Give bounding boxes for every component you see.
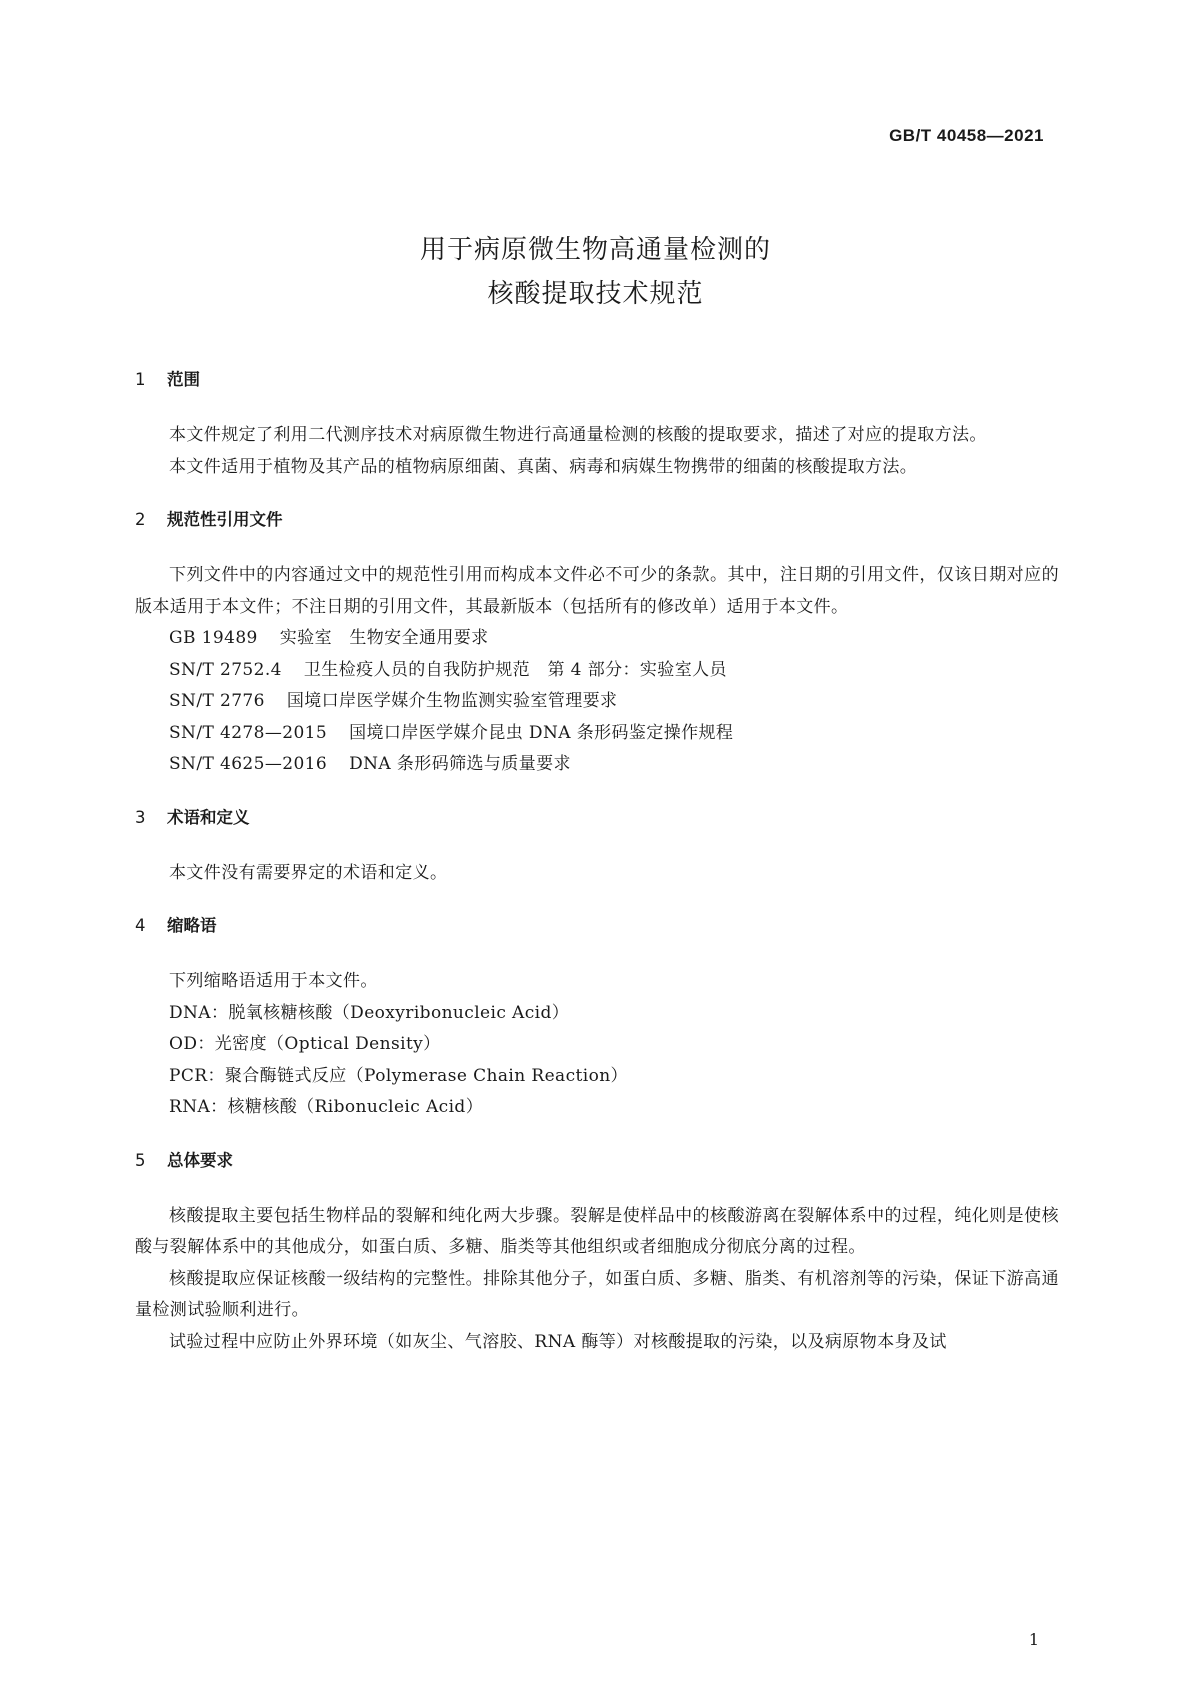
section-heading-general-requirements: [135, 1147, 1059, 1175]
section-heading-scope: [135, 366, 1059, 394]
reference-item: [135, 749, 1059, 781]
section-title: 规范性引用文件: [167, 510, 283, 529]
paragraph: 本文件适用于植物及其产品的植物病原细菌、真菌、病毒和病媒生物携带的细菌的核酸提取方法。: [169, 456, 918, 477]
abbreviation-item: DNA：脱氧核糖核酸（Deoxyribonucleic Acid）: [169, 1002, 570, 1023]
section-title: 总体要求: [167, 1150, 233, 1170]
title-line-2: 核酸提取技术规范: [487, 279, 704, 309]
paragraph: 下列缩略语适用于本文件。: [169, 971, 378, 991]
paragraph: 下列文件中的内容通过文中的规范性引用而构成本文件必不可少的条款。其中，注日期的引用文件，仅该日期对应的版本适用于本文件；不注日期的引用文件，其最新版本（包括所有的修改单）适用于本文件。: [135, 565, 1059, 617]
paragraph: 核酸提取应保证核酸一级结构的完整性。排除其他分子，如蛋白质、多糖、脂类、有机溶剂等的污染，保证下游高通量检测试验顺利进行。: [135, 1268, 1059, 1320]
reference-name: DNA 条形码筛选与质量要求: [349, 754, 571, 774]
reference-code: SN/T 2752.4: [169, 659, 282, 680]
section-heading-terms: [135, 804, 1059, 832]
reference-name: 卫生检疫人员的自我防护规范 第 4 部分：实验室人员: [303, 659, 727, 680]
title-line-1: 用于病原微生物高通量检测的: [419, 235, 771, 265]
section-heading-abbreviations: [135, 912, 1059, 940]
section-number: 4: [135, 916, 146, 935]
reference-name: 国境口岸医学媒介生物监测实验室管理要求: [286, 691, 618, 711]
document-body: [135, 366, 1059, 1358]
section-number: 3: [135, 807, 146, 827]
reference-name: 国境口岸医学媒介昆虫 DNA 条形码鉴定操作规程: [349, 722, 734, 743]
section-title: 缩略语: [167, 916, 217, 935]
reference-code: GB 19489: [169, 628, 258, 648]
abbreviation-item: PCR：聚合酶链式反应（Polymerase Chain Reaction）: [169, 1065, 628, 1086]
reference-code: SN/T 4278—2015: [169, 722, 328, 743]
section-number: 1: [135, 370, 146, 389]
reference-code: SN/T 2776: [169, 691, 265, 711]
section-number: 2: [135, 510, 146, 529]
section-number: 5: [135, 1150, 146, 1170]
paragraph: 本文件规定了利用二代测序技术对病原微生物进行高通量检测的核酸的提取要求，描述了对应的提取方法。: [169, 425, 987, 445]
paragraph: 核酸提取主要包括生物样品的裂解和纯化两大步骤。裂解是使样品中的核酸游离在裂解体系中的过程，纯化则是使核酸与裂解体系中的其他成分，如蛋白质、多糖、脂类等其他组织或者细胞成分彻底分离的过程。: [135, 1205, 1059, 1257]
reference-item: [135, 686, 1059, 718]
reference-item: [135, 623, 1059, 655]
section-title: 范围: [167, 370, 200, 389]
paragraph: 试验过程中应防止外界环境（如灰尘、气溶胶、RNA 酶等）对核酸提取的污染，以及病原物本身及试: [169, 1331, 947, 1352]
reference-code: SN/T 4625—2016: [169, 754, 328, 774]
standard-code: GB/T 40458—2021: [889, 126, 1044, 145]
reference-item: [135, 718, 1059, 750]
reference-item: [135, 655, 1059, 687]
abbreviation-item: RNA：核糖核酸（Ribonucleic Acid）: [169, 1097, 484, 1117]
paragraph: 本文件没有需要界定的术语和定义。: [169, 862, 448, 883]
abbreviation-item: OD：光密度（Optical Density）: [169, 1034, 441, 1054]
page-number: 1: [1028, 1630, 1039, 1649]
reference-name: 实验室 生物安全通用要求: [279, 628, 489, 648]
document-title: [0, 228, 1191, 316]
section-heading-normative-references: [135, 506, 1059, 534]
section-title: 术语和定义: [167, 807, 250, 827]
